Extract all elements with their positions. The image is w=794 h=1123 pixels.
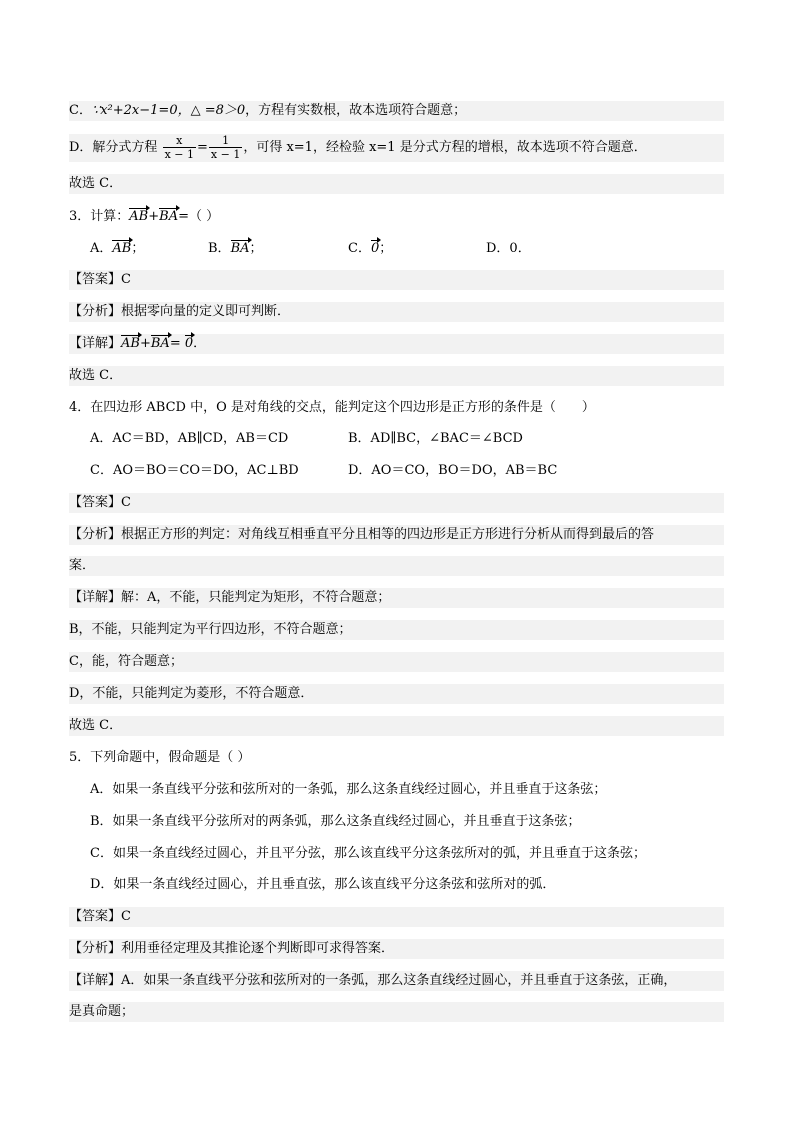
math-expression: ∵x²+2x−1=0，△ =8＞0 [91, 103, 246, 118]
option-a: A．AC＝BD，AB∥CD，AB＝CD [90, 431, 289, 446]
answer: 【答案】C [69, 270, 724, 290]
detail: 【详解】A．如果一条直线平分弦和弦所对的一条弧，那么这条直线经过圆心，并且垂直于这条弦，正确， [69, 971, 724, 991]
conclusion: 故选 C． [69, 716, 724, 736]
question-4-stem: 4．在四边形 ABCD 中，O 是对角线的交点，能判定这个四边形是正方形的条件是（ ） [69, 400, 595, 415]
question-5-option-d: D．如果一条直线经过圆心，并且垂直弦，那么该直线平分这条弦和弦所对的弧． [90, 877, 556, 892]
text: ，方程有实数根，故本选项符合题意； [245, 103, 467, 118]
option-a: A．AB； [90, 239, 208, 259]
option-label: C． [69, 103, 92, 118]
analysis-continued: 案． [69, 556, 724, 576]
question-4-options-row-1 [90, 429, 724, 449]
answer: 【答案】C [69, 907, 724, 927]
detail-line: B，不能，只能判定为平行四边形，不符合题意； [69, 620, 724, 640]
analysis: 【分析】利用垂径定理及其推论逐个判断即可求得答案． [69, 939, 724, 959]
option-c: C．AO＝BO＝CO＝DO，AC⊥BD [90, 463, 299, 478]
option-d: D．AO＝CO，BO＝DO，AB＝BC [348, 463, 558, 478]
detail: 【详解】AB+BA= 0． [69, 334, 724, 354]
conclusion: 故选 C． [69, 174, 724, 194]
vector-ab: AB [129, 207, 148, 227]
question-3-stem: 3．计算：AB+BA=（ ） [69, 207, 724, 227]
option-d-explanation: D．解分式方程 $\frac{x}{x - 1}$ = $\frac{1}{x - 1}$ ，可得 x=1，经检验 x=1 是分式方程的增根，故本选项不符合题意． [69, 134, 724, 162]
option-b: B．BA； [208, 239, 348, 259]
question-5-stem: 5．下列命题中，假命题是（ ） [69, 750, 251, 765]
analysis: 【分析】根据正方形的判定：对角线互相垂直平分且相等的四边形是正方形进行分析从而得到最后的答 [69, 525, 724, 545]
fraction: $\frac{x}{x - 1}$ [164, 134, 194, 161]
detail: 【详解】解：A，不能，只能判定为矩形，不符合题意； [69, 588, 724, 608]
option-d: D．0． [486, 241, 531, 256]
answer: 【答案】C [69, 493, 724, 513]
text: ，可得 x=1，经检验 x=1 是分式方程的增根，故本选项不符合题意． [243, 140, 647, 155]
detail-line: D，不能，只能判定为菱形，不符合题意． [69, 684, 724, 704]
question-5-option-a: A．如果一条直线平分弦和弦所对的一条弧，那么这条直线经过圆心，并且垂直于这条弦； [90, 782, 607, 797]
question-5-option-c: C．如果一条直线经过圆心，并且平分弦，那么该直线平分这条弦所对的弧，并且垂直于这条弦； [90, 846, 646, 861]
fraction: $\frac{1}{x - 1}$ [210, 134, 241, 161]
option-c: C．0； [348, 239, 486, 259]
detail-line: 是真命题； [69, 1002, 724, 1022]
text: D．解分式方程 [69, 140, 158, 155]
question-4-options-row-2 [90, 461, 724, 481]
option-b: B．AD∥BC，∠BAC＝∠BCD [348, 431, 523, 446]
analysis: 【分析】根据零向量的定义即可判断． [69, 302, 724, 322]
option-c-explanation [69, 101, 724, 121]
detail-line: C，能，符合题意； [69, 652, 724, 672]
vector-ba: BA [159, 207, 178, 227]
question-5-option-b: B．如果一条直线平分弦所对的两条弧，那么这条直线经过圆心，并且垂直于这条弦； [90, 814, 581, 829]
question-3-options [90, 239, 724, 259]
conclusion: 故选 C． [69, 366, 724, 386]
